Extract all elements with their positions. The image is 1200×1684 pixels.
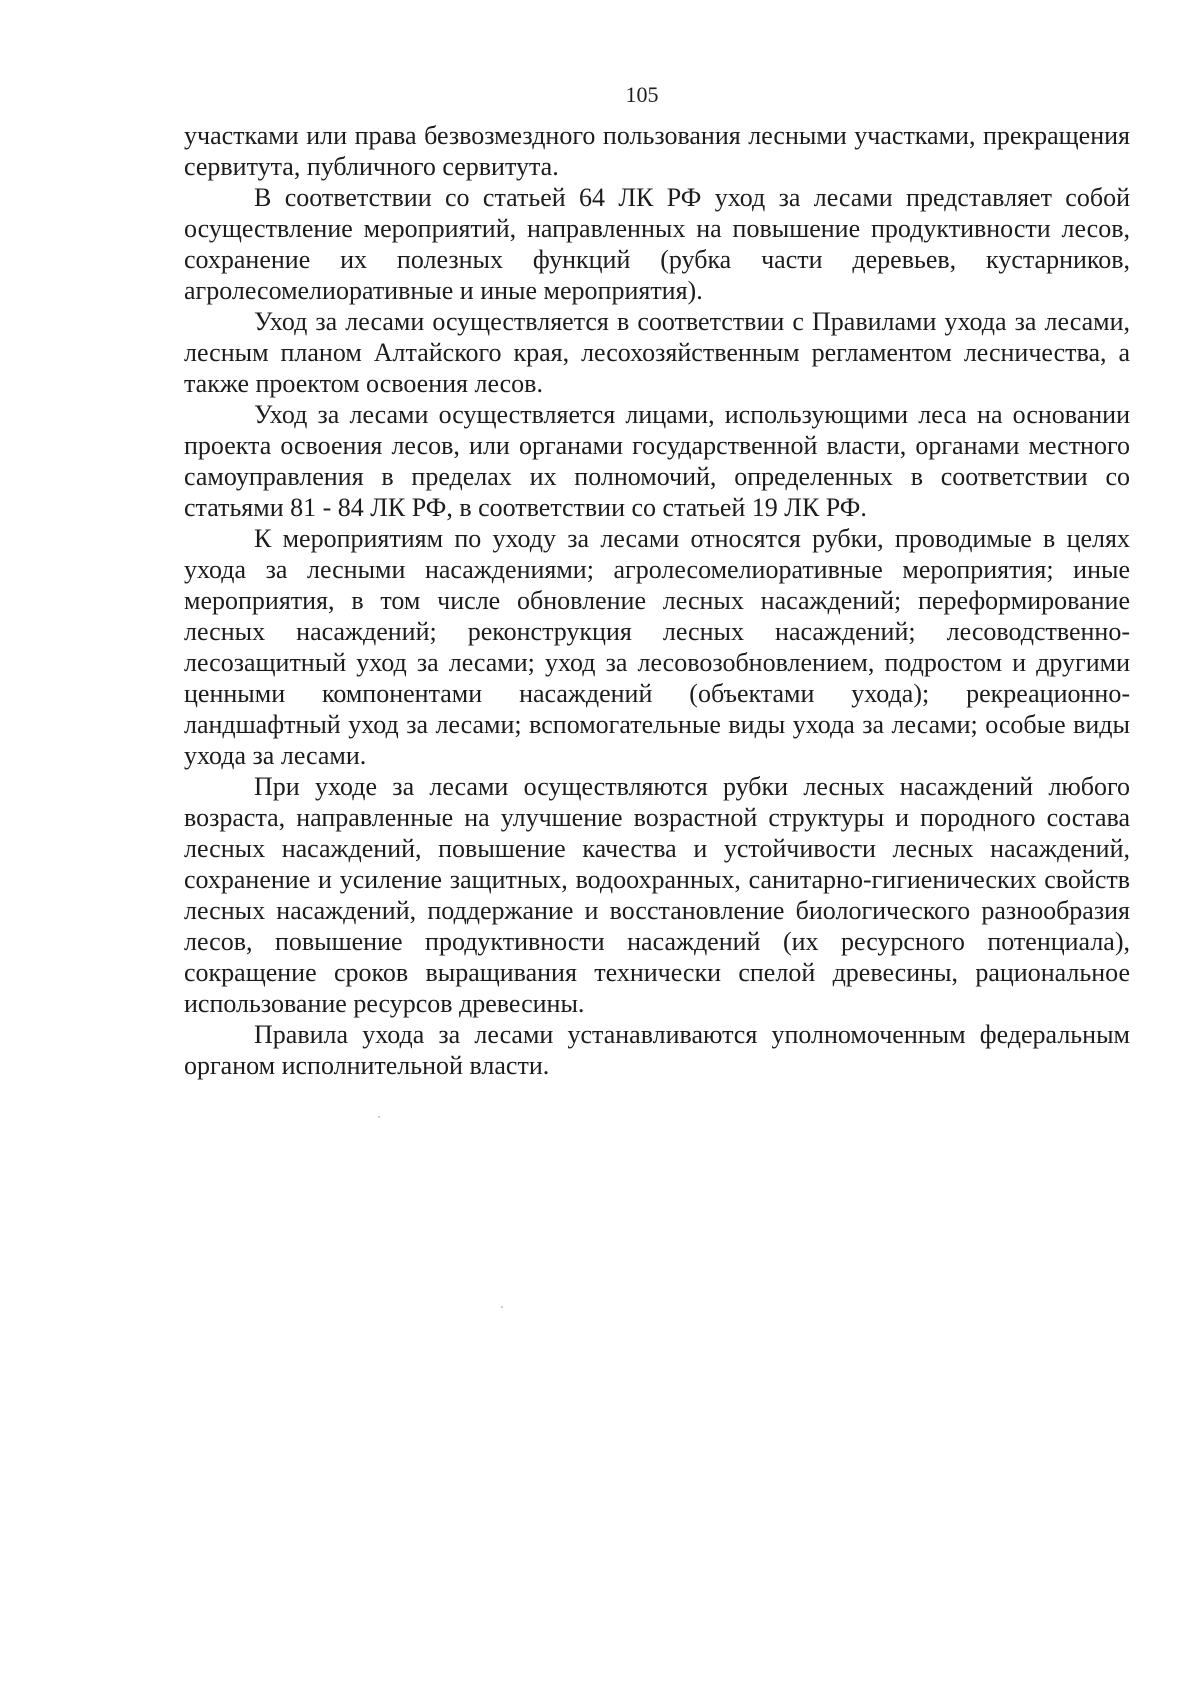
paragraph-care-measures: К мероприятиям по уходу за лесами относятся рубки, проводимые в целях ухода за лесными насаждениями; агролесомелиоративные мероприятия; иные мероприятия, в том числе обновление лесных насаждений; переформирование лесных насаждений; реконструкция лесных насаждений; лесоводственно-лесозащитный уход за лесами; уход за лесовозобновлением, подростом и другими ценными компонентами насаждений (объектами ухода); рекреационно-ландшафтный уход за лесами; вспомогательные виды ухода за лесами; особые виды ухода за лесами. xyxy=(184,524,1130,770)
paragraph-responsible-parties: Уход за лесами осуществляется лицами, использующими леса на основании проекта освоения лесов, или органами государственной власти, органами местного самоуправления в пределах их полномочий, определенных в соответствии со статьями 81 - 84 ЛК РФ, в соответствии со статьей 19 ЛК РФ. xyxy=(184,400,1130,522)
scan-speck xyxy=(378,1116,380,1118)
document-body xyxy=(184,120,1130,1081)
paragraph-article-64: В соответствии со статьей 64 ЛК РФ уход за лесами представляет собой осуществление мероприятий, направленных на повышение продуктивности лесов, сохранение их полезных функций (рубка части деревьев, кустарников, агролесомелиоративные и иные мероприятия). xyxy=(184,183,1130,305)
page-number: 105 xyxy=(625,82,659,107)
scan-speck xyxy=(501,1306,503,1308)
paragraph-cutting-goals: При уходе за лесами осуществляются рубки лесных насаждений любого возраста, направленные на улучшение возрастной структуры и породного состава лесных насаждений, повышение качества и устойчивости лесных насаждений, сохранение и усиление защитных, водоохранных, санитарно-гигиенических свойств лесных насаждений, поддержание и восстановление биологического разнообразия лесов, повышение продуктивности насаждений (их ресурсного потенциала), сокращение сроков выращивания технически спелой древесины, рациональное использование ресурсов древесины. xyxy=(184,772,1130,1018)
paragraph-rules-reference: Уход за лесами осуществляется в соответствии с Правилами ухода за лесами, лесным планом Алтайского края, лесохозяйственным регламентом лесничества, а также проектом освоения лесов. xyxy=(184,307,1130,398)
paragraph-continuation: участками или права безвозмездного пользования лесными участками, прекращения сервитута, публичного сервитута. xyxy=(184,121,1130,181)
paragraph-rules-authority: Правила ухода за лесами устанавливаются уполномоченным федеральным органом исполнительной власти. xyxy=(184,1020,1130,1080)
